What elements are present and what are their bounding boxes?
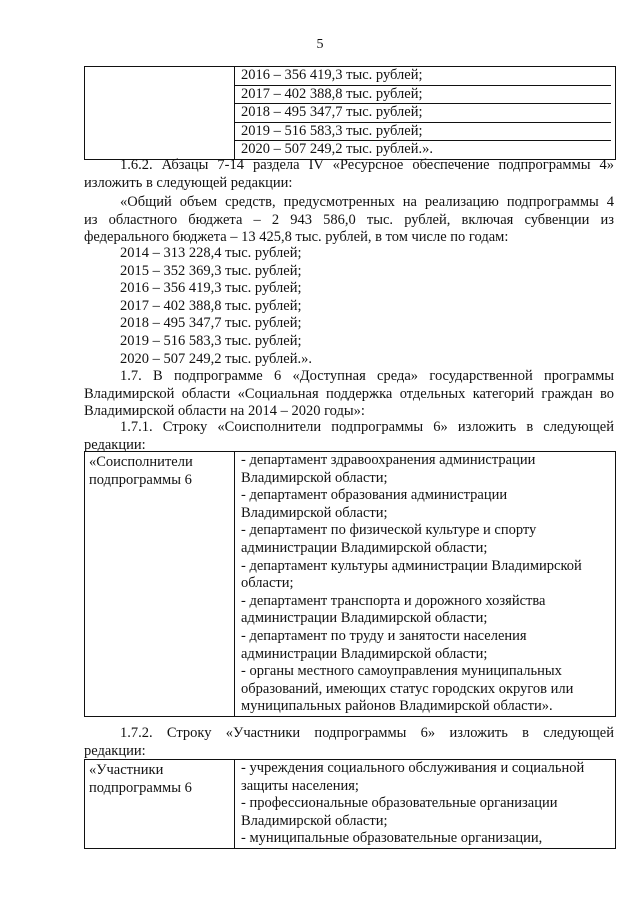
paragraph-line: 1.7.1. Строку «Соисполнители подпрограммы 6» изложить в следующей <box>120 419 614 435</box>
list-item: - департамент образования администрации <box>241 487 508 504</box>
section-1-6-2 <box>84 157 614 192</box>
list-item: 2014 – 313 228,4 тыс. рублей; <box>120 245 302 261</box>
list-item: - департамент по физической культуре и спорту <box>241 522 537 539</box>
list-item: - профессиональные образовательные организации <box>241 795 558 812</box>
paragraph-line: Владимирской области «Социальная поддержка отдельных категорий граждан во <box>84 385 614 402</box>
list-item: - департамент культуры администрации Владимирской <box>241 557 582 574</box>
list-item: - органы местного самоуправления муниципальных <box>241 663 562 680</box>
paragraph-line: редакции: <box>84 742 146 759</box>
list-item: - департамент по труду и занятости населения <box>241 627 527 644</box>
paragraph-line: 1.7.2. Строку «Участники подпрограммы 6» изложить в следующей <box>120 725 614 741</box>
list-item: образований, имеющих статус городских округов или <box>241 680 574 697</box>
funding-table-left-cell <box>85 67 235 159</box>
participants-table <box>84 759 616 849</box>
year-list <box>84 245 614 368</box>
list-item: 2016 – 356 419,3 тыс. рублей; <box>120 280 302 297</box>
paragraph-line: из областного бюджета – 2 943 586,0 тыс. рублей, включая субвенции из <box>84 211 614 228</box>
list-item: - департамент здравоохранения администрации <box>241 452 536 468</box>
table-row: 2017 – 402 388,8 тыс. рублей; <box>235 86 611 105</box>
paragraph-line: Владимирской области на 2014 – 2020 годы»: <box>84 403 365 420</box>
list-item: администрации Владимирской области; <box>241 539 488 556</box>
list-item: 2018 – 495 347,7 тыс. рублей; <box>120 315 302 332</box>
paragraph-line: федерального бюджета – 13 425,8 тыс. рублей, в том числе по годам: <box>84 229 509 246</box>
table-row: 2016 – 356 419,3 тыс. рублей; <box>235 67 611 86</box>
section-1-7 <box>84 368 614 421</box>
page-number: 5 <box>316 37 324 52</box>
list-item: защиты населения; <box>241 777 359 794</box>
list-item: Владимирской области; <box>241 504 388 521</box>
coexecutors-list-cell <box>235 452 615 716</box>
list-item: - учреждения социального обслуживания и социальной <box>241 760 585 776</box>
list-item: - муниципальные образовательные организации, <box>241 830 543 847</box>
list-item: 2017 – 402 388,8 тыс. рублей; <box>120 297 302 314</box>
list-item: муниципальных районов Владимирской области». <box>241 698 553 715</box>
participants-list-cell <box>235 760 615 848</box>
list-item: области; <box>241 575 294 592</box>
list-item: Владимирской области; <box>241 812 388 829</box>
section-1-7-1 <box>84 419 614 454</box>
paragraph-line: изложить в следующей редакции: <box>84 174 293 191</box>
list-item: администрации Владимирской области; <box>241 610 488 627</box>
coexecutors-table <box>84 451 616 717</box>
list-item: 2015 – 352 369,3 тыс. рублей; <box>120 262 302 279</box>
quote-paragraph <box>84 194 614 247</box>
list-item: 2019 – 516 583,3 тыс. рублей; <box>120 332 302 349</box>
participants-label-cell: «Участники подпрограммы 6 <box>85 760 235 848</box>
table-row: 2020 – 507 249,2 тыс. рублей.». <box>241 141 433 158</box>
funding-table <box>84 66 616 160</box>
table-row: 2019 – 516 583,3 тыс. рублей; <box>235 123 611 142</box>
coexecutors-label-cell: «Соисполнители подпрограммы 6 <box>85 452 235 716</box>
table-row: 2018 – 495 347,7 тыс. рублей; <box>235 104 611 123</box>
paragraph-line: 1.6.2. Абзацы 7-14 раздела IV «Ресурсное обеспечение подпрограммы 4» <box>120 157 614 173</box>
funding-table-right-cell <box>235 67 615 159</box>
list-item: - департамент транспорта и дорожного хозяйства <box>241 592 546 609</box>
list-item: 2020 – 507 249,2 тыс. рублей.». <box>120 350 312 367</box>
paragraph-line: 1.7. В подпрограмме 6 «Доступная среда» государственной программы <box>120 368 614 384</box>
list-item: Владимирской области; <box>241 469 388 486</box>
section-1-7-2 <box>84 725 614 760</box>
paragraph-line: редакции: <box>84 436 146 453</box>
paragraph-line: «Общий объем средств, предусмотренных на реализацию подпрограммы 4 <box>120 194 614 210</box>
list-item: администрации Владимирской области; <box>241 645 488 662</box>
